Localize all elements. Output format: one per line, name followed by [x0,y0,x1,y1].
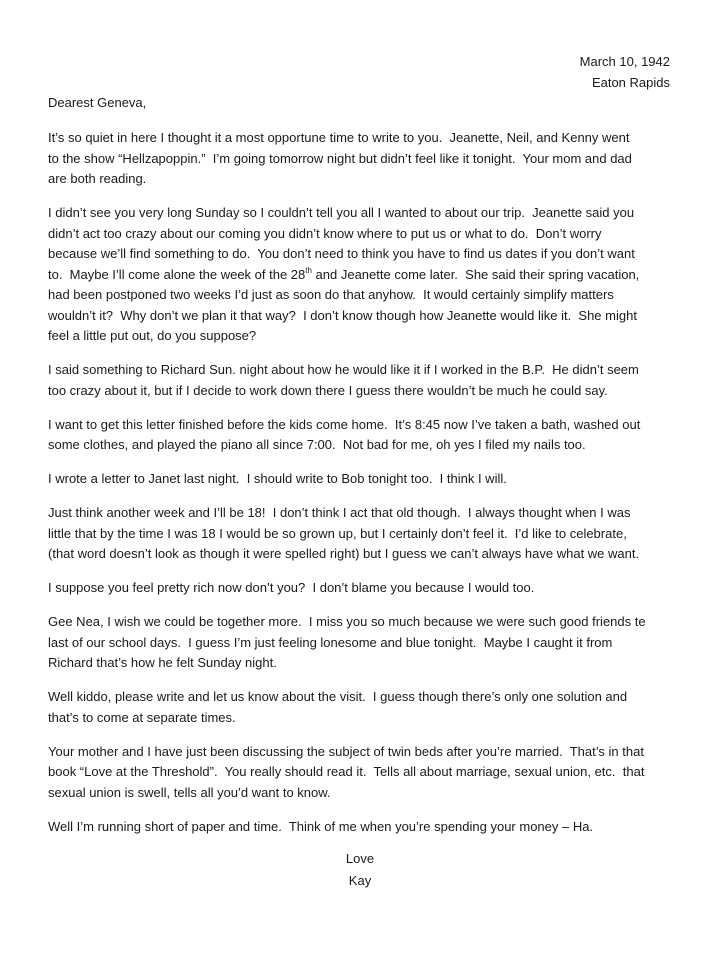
text-line [48,169,678,190]
signature: Kay [348,872,372,888]
line-text: too crazy about it, but if I decide to work down there I guess there wouldn’t be much he could say. [48,382,608,398]
paragraph [48,360,678,401]
line-text: to the show “Hellzapoppin.” I’m going tomorrow night but didn’t feel like it tonight. Your mom and dad [48,150,632,166]
line-text: I wrote a letter to Janet last night. I should write to Bob tonight too. I think I will. [48,471,507,486]
paragraph [48,415,678,456]
paragraph [48,742,678,804]
line-text: Your mother and I have just been discussing the subject of twin beds after you’re married. That’s in that [48,743,644,759]
line-text: to. Maybe I’ll come alone the week of the 28 [48,266,306,282]
line-text: It’s so quiet in here I thought it a most opportune time to write to you. Jeanette, Neil, and Kenny went [48,130,630,145]
line-text: (that word doesn’t look as though it were spelled right) but I guess we can’t always have what we want. [48,546,640,561]
paragraph [48,578,678,599]
text-line [48,203,678,224]
paragraph [48,687,678,728]
text-line [48,265,678,286]
text-line [48,687,678,708]
text-line [48,326,678,347]
line-text: wouldn’t it? Why don’t we plan it that way? I don’t know though how Jeanette would like it. She might [48,307,637,323]
salutation: Dearest Geneva, [48,95,147,110]
text-line [48,469,678,490]
line-text: I didn’t see you very long Sunday so I couldn’t tell you all I wanted to about our trip. Jeanette said you [48,205,635,220]
line-text: because we’ll find something to do. You don’t need to think you have to find us dates if you don’t want [48,246,635,261]
paragraph [48,503,678,565]
line-text: Gee Nea, I wish we could be together more. I miss you so much because we were such good friends te [48,614,646,629]
line-text: I want to get this letter finished before the kids come home. It’s 8:45 now I’ve taken a bath, washed out [48,416,641,432]
line-text: Well I’m running short of paper and time. Think of me when you’re spending your money – Ha. [48,818,594,834]
text-line [48,285,678,306]
text-line [48,415,678,436]
line-text: that’s to come at separate times. [48,709,236,725]
line-text: Just think another week and I’ll be 18! I don’t think I act that old though. I always thought when I was [48,505,631,520]
text-line [48,306,678,327]
text-line [48,224,678,245]
text-line [48,128,678,149]
letter-place: Eaton Rapids [591,74,670,90]
line-text: I said something to Richard Sun. night about how he would like it if I worked in the B.P. He didn’t seem [48,362,639,377]
letter-header [580,52,670,93]
paragraph [48,817,678,838]
text-line [48,544,678,565]
line-text: are both reading. [48,171,147,186]
paragraph [48,128,678,190]
line-text: Well kiddo, please write and let us know about the visit. I guess though there’s only one solution and [48,689,628,704]
text-line [48,612,678,633]
text-line [48,762,678,783]
line-text: little that by the time I was 18 I would be so grown up, but I certainly don’t feel it. I’d like to celebrate, [48,525,627,541]
text-line [48,708,678,729]
text-line [48,360,678,381]
line-text: I suppose you feel pretty rich now don’t you? I don’t blame you because I would too. [48,580,535,595]
line-text: book “Love at the Threshold”. You really should read it. Tells all about marriage, sexual union, etc. that [48,764,645,779]
line-text: sexual union is swell, tells all you’d want to know. [48,784,331,800]
text-line [48,381,678,402]
text-line [48,633,678,654]
text-line [48,783,678,804]
text-line [48,524,678,545]
text-line [48,742,678,763]
paragraph [48,203,678,347]
ordinal-superscript: th [305,265,312,275]
line-text: feel a little put out, do you suppose? [48,328,257,343]
paragraph [48,612,678,674]
letter-closing [0,848,720,891]
text-line [48,817,678,838]
line-text: didn’t act too crazy about our coming you didn’t know where to put us or what to do. Don’t worry [48,225,602,241]
text-line [48,653,678,674]
line-text-continued: and Jeanette come later. She said their spring vacation, [311,266,640,282]
text-line [48,244,678,265]
text-line [48,149,678,170]
text-line [48,578,678,599]
text-line [48,503,678,524]
line-text: had been postponed two weeks I’d just as soon do that anyhow. It would certainly simplify matters [48,287,614,302]
letter-body [48,128,678,851]
valediction: Love [345,851,375,866]
letter-date: March 10, 1942 [579,54,670,69]
paragraph [48,469,678,490]
line-text: some clothes, and played the piano all since 7:00. Not bad for me, oh yes I filed my nails too. [48,437,586,452]
line-text: Richard that’s how he felt Sunday night. [48,655,277,670]
text-line [48,435,678,456]
line-text: last of our school days. I guess I’m just feeling lonesome and blue tonight. Maybe I caught it from [48,634,613,650]
